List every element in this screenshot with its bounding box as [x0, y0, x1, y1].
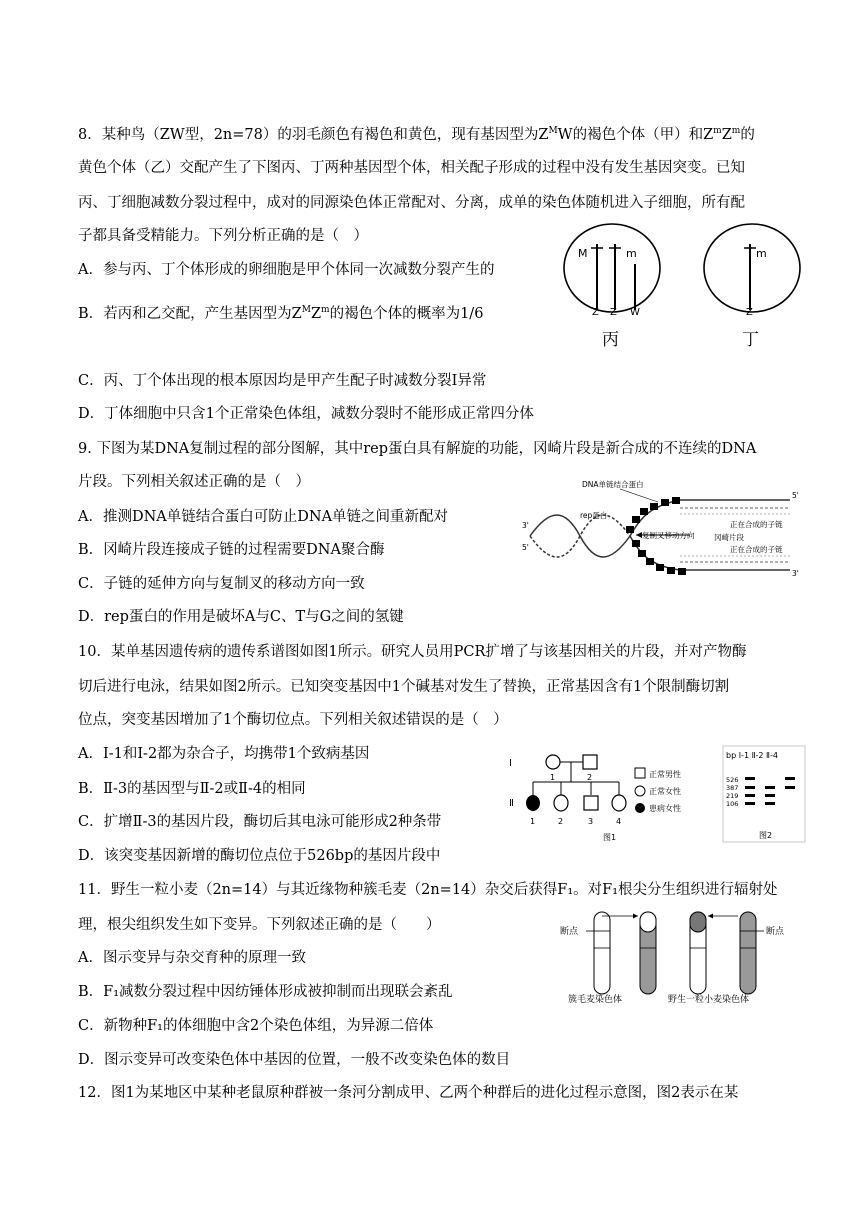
svg-text:bp Ⅰ-1 Ⅱ-2 Ⅱ-4: bp Ⅰ-1 Ⅱ-2 Ⅱ-4 [726, 751, 778, 760]
caption-right: 野生一粒小麦染色体 [668, 995, 750, 1005]
label-fork: 复制叉移动方向 [642, 531, 695, 540]
chrom-Z-ding: Z [746, 307, 753, 318]
II-3-male [584, 796, 598, 810]
q8-line3: 丙、丁细胞减数分裂过程中，成对的同源染色体正常配对、分离，成单的染色体随机进入子细胞，所有配 [78, 195, 745, 211]
q9-line1: 9. 下图为某DNA复制过程的部分图解，其中rep蛋白具有解旋的功能，冈崎片段是新合成的不连续的DNA [78, 441, 757, 457]
label-okazaki: 冈崎片段 [714, 533, 744, 542]
q10-option-a: A．Ⅰ-1和Ⅰ-2都为杂合子，均携带1个致病基因 [78, 746, 370, 762]
svg-text:3': 3' [522, 521, 529, 530]
svg-text:正常女性: 正常女性 [649, 787, 681, 796]
svg-text:1: 1 [530, 817, 536, 826]
svg-text:患病女性: 患病女性 [649, 804, 681, 813]
q11-line2: 理，根尖组织发生如下变异。下列叙述正确的是（ ） [78, 917, 441, 933]
label-daughter2: 正在合成的子链 [730, 545, 783, 554]
svg-text:3': 3' [792, 569, 799, 578]
svg-text:106: 106 [726, 800, 739, 808]
svg-text:Ⅱ: Ⅱ [509, 798, 514, 809]
svg-text:Ⅰ: Ⅰ [509, 758, 512, 769]
chrom-Z1: Z [592, 307, 599, 318]
q8-option-b: B．若丙和乙交配，产生基因型为$Z^MZ^m$的褐色个体的概率为1/6 [78, 305, 484, 322]
svg-text:219: 219 [726, 792, 739, 800]
svg-text:2: 2 [558, 817, 564, 826]
q9-option-c: C．子链的延伸方向与复制叉的移动方向一致 [78, 576, 365, 592]
q10-pedigree-figure [503, 742, 808, 844]
label-ssb: DNA单链结合蛋白 [582, 480, 644, 489]
chrom-Z2: Z [610, 307, 617, 318]
label-break-left: 断点 [560, 927, 579, 937]
q12-line1: 12．图1为某地区中某种老鼠原种群被一条河分割成甲、乙两个种群后的进化过程示意图，图2表示在某 [78, 1085, 739, 1101]
svg-text:2: 2 [587, 773, 593, 782]
svg-text:3: 3 [588, 817, 594, 826]
II-2-female [554, 795, 568, 811]
q10-option-d: D．该突变基因新增的酶切位点位于526bp的基因片段中 [78, 848, 441, 864]
svg-text:正常男性: 正常男性 [649, 770, 681, 779]
svg-text:图2: 图2 [759, 831, 773, 840]
label-rep: rep蛋白 [580, 511, 608, 520]
label-ding: 丁 [742, 330, 759, 350]
label-bing: 丙 [602, 330, 619, 350]
q11-chromosome-translocation-figure [558, 908, 803, 1006]
svg-text:5': 5' [792, 491, 799, 500]
q10-option-b: B．Ⅱ-3的基因型与Ⅱ-2或Ⅱ-4的相同 [78, 781, 306, 797]
svg-text:5': 5' [522, 543, 529, 552]
q11-line1: 11．野生一粒小麦（2n=14）与其近缘物种簇毛麦（2n=14）杂交后获得F₁。对F₁根尖分生组织进行辐射处 [78, 882, 778, 898]
q9-option-d: D．rep蛋白的作用是破坏A与C、T与G之间的氢键 [78, 609, 404, 625]
cell-ding-circle [704, 224, 800, 312]
I-1-female [546, 755, 560, 769]
allele-m-ding: m [756, 247, 767, 260]
chrom-W: W [630, 307, 640, 318]
allele-M: M [578, 247, 588, 260]
label-daughter1: 正在合成的子链 [730, 520, 783, 529]
II-4-female [612, 795, 626, 811]
q11-option-c: C．新物种F₁的体细胞中含2个染色体组，为异源二倍体 [78, 1018, 434, 1034]
svg-text:图1: 图1 [603, 833, 617, 842]
q11-option-d: D．图示变异可改变染色体中基因的位置，一般不改变染色体的数目 [78, 1052, 511, 1068]
q10-line3: 位点，突变基因增加了1个酶切位点。下列相关叙述错误的是（ ） [78, 712, 508, 728]
q11-option-a: A．图示变异与杂交育种的原理一致 [78, 950, 306, 966]
q8-line4: 子都具备受精能力。下列分析正确的是（ ） [78, 228, 368, 244]
q8-chromosome-figure [560, 222, 810, 354]
svg-text:4: 4 [616, 817, 622, 826]
q8-line1: 8．某种鸟（ZW型，2n=78）的羽毛颜色有褐色和黄色，现有基因型为$Z^MW$的褐色个体（甲）和$Z^mZ^m$的 [78, 126, 755, 143]
q10-line1: 10．某单基因遗传病的遗传系谱图如图1所示。研究人员用PCR扩增了与该基因相关的片段，并对产物酶 [78, 644, 747, 660]
caption-left: 簇毛麦染色体 [568, 995, 623, 1005]
q9-option-b: B．冈崎片段连接成子链的过程需要DNA聚合酶 [78, 542, 385, 558]
II-1-affected-female [526, 795, 540, 811]
q8-option-a: A．参与丙、丁个体形成的卵细胞是甲个体同一次减数分裂产生的 [78, 262, 495, 278]
allele-m: m [626, 247, 637, 260]
q11-option-b: B．F₁减数分裂过程中因纺锤体形成被抑制而出现联会紊乱 [78, 984, 453, 1000]
q9-line2: 片段。下列相关叙述正确的是（ ） [78, 474, 310, 490]
q8-line2: 黄色个体（乙）交配产生了下图丙、丁两种基因型个体，相关配子形成的过程中没有发生基因突变。已知 [78, 160, 745, 176]
I-2-male [583, 755, 597, 769]
q8-option-c: C．丙、丁个体出现的根本原因均是甲产生配子时减数分裂Ⅰ异常 [78, 373, 487, 389]
q9-option-a: A．推测DNA单链结合蛋白可防止DNA单链之间重新配对 [78, 509, 449, 525]
svg-text:1: 1 [550, 773, 556, 782]
q10-option-c: C．扩增Ⅱ-3的基因片段，酶切后其电泳可能形成2种条带 [78, 814, 442, 830]
label-break-right: 断点 [766, 927, 785, 937]
q9-dna-replication-figure [520, 478, 810, 578]
svg-text:387: 387 [726, 784, 739, 792]
q8-option-d: D．丁体细胞中只含1个正常染色体组，减数分裂时不能形成正常四分体 [78, 406, 534, 422]
q10-line2: 切后进行电泳，结果如图2所示。已知突变基因中1个碱基对发生了替换，正常基因含有1个限制酶切割 [78, 679, 730, 695]
svg-text:526: 526 [726, 776, 739, 784]
cell-bing-circle [564, 224, 660, 312]
